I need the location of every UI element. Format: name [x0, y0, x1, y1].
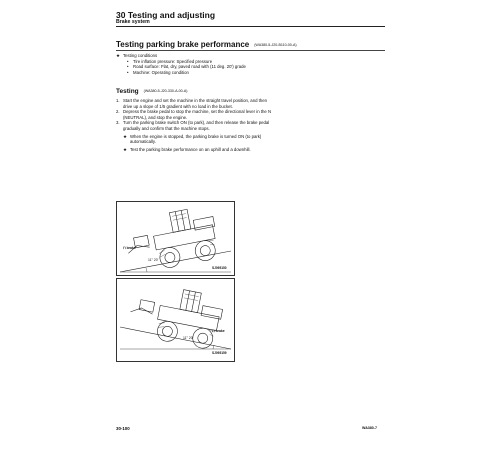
header-rule — [116, 26, 385, 27]
brake-label: ⊓ brake — [212, 329, 225, 333]
condition-item — [116, 70, 276, 76]
step-item — [116, 98, 276, 109]
step-item — [116, 109, 276, 120]
bullet-icon: • — [127, 64, 129, 70]
condition-text: Machine: Operating condition — [133, 69, 189, 75]
page-number: 30-100 — [116, 426, 130, 431]
testing-steps — [116, 98, 276, 152]
star-icon: ★ — [123, 146, 127, 152]
step-item — [116, 120, 276, 131]
figure-uphill — [116, 201, 235, 276]
testing-ref: (WA380-5-J20-330-A-00-A) — [143, 89, 188, 94]
figure-downhill — [116, 278, 235, 362]
bullet-icon: • — [127, 58, 129, 64]
figure-code: SJ095159 — [212, 351, 227, 355]
step-text: Depress the brake pedal to stop the machine, set the directional lever in the N (NEUTRAL), and stop the engine. — [123, 109, 272, 120]
model-code: WA380-7 — [362, 426, 377, 430]
testing-title-text: Testing — [116, 88, 139, 95]
conditions-title: Testing conditions — [123, 53, 158, 58]
star-icon: ★ — [116, 53, 120, 58]
brake-icon: ⊓ — [212, 329, 216, 333]
section-ref: (WA380-5-J20-B110-00-A) — [254, 42, 297, 47]
angle-label: 11° 20' — [183, 336, 194, 340]
step-text: Turn the parking brake switch ON (to park), and then release the brake pedal gradually and confirm that the machine stops. — [123, 120, 270, 131]
condition-text: Tire inflation pressure: Specified pressure — [133, 58, 213, 64]
note-item — [123, 134, 276, 145]
brake-label: ⊓ brake — [123, 246, 136, 250]
header-subtitle: Brake system — [116, 19, 150, 25]
star-icon: ★ — [123, 133, 127, 139]
note-text: When the engine is stopped, the parking brake is turned ON (to park) automatically. — [130, 133, 262, 145]
testing-conditions — [116, 53, 276, 75]
note-text: Test the parking brake performance on an uphill and a downhill. — [130, 146, 251, 152]
loader-downhill-illustration — [117, 279, 234, 361]
step-number: 1. — [116, 98, 120, 103]
angle-label: 11° 20' — [148, 258, 159, 262]
section-title-text: Testing parking brake performance — [116, 40, 250, 49]
note-item — [123, 147, 276, 153]
header-title: 30 Testing and adjusting — [116, 10, 216, 20]
section-title — [116, 40, 297, 49]
bullet-icon: • — [127, 69, 129, 75]
loader-uphill-illustration — [117, 202, 234, 275]
condition-text: Road surface: Flat, dry, paved road with (11 deg. 20') grade — [133, 64, 246, 70]
step-text: Start the engine and set the machine in the straight travel position, and then drive up a slope of 1/5 gradient with no load in the bucket. — [123, 98, 268, 109]
section-rule — [116, 50, 385, 51]
brake-icon: ⊓ — [123, 246, 127, 250]
testing-title — [116, 88, 187, 95]
figure-code: SJ095150 — [212, 266, 227, 270]
step-number: 2. — [116, 109, 120, 115]
step-number: 3. — [116, 120, 120, 126]
